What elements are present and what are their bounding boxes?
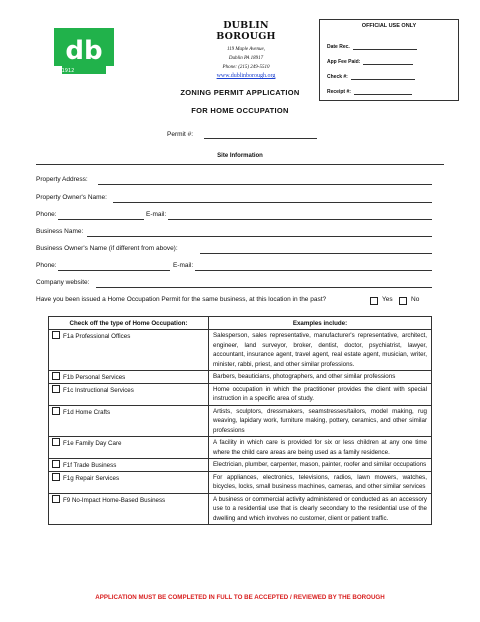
permit-label: Permit #: [167,131,194,138]
yes-label: Yes [382,296,393,303]
email2-label: E-mail: [173,262,194,269]
borough-phone: Phone: (215) 249-5510 [222,65,270,70]
borough-header [196,20,296,80]
occupation-examples: Home occupation in which the practitioner provides the client with special instruction in a specific area of study. [209,383,432,405]
official-label: Check #: [327,74,348,80]
occupation-checkbox[interactable] [52,385,60,393]
occupation-examples: For appliances, electronics, televisions, radios, lawn mowers, watches, bicycles, locks, small business machines, cameras, and other similar services [209,471,432,493]
table-header-row [49,317,432,330]
business-name-field[interactable] [87,236,432,237]
phone2-field[interactable] [58,270,170,271]
official-row-receipt [327,80,451,95]
table-row [49,405,432,437]
property-address-field[interactable] [98,184,432,185]
occupation-examples: A business or commercial activity administered or conducted as an accessory use to a residential use that is clearly secondary to the residential use of the dwelling and which involves no customer, client or patient traffic. [209,493,432,525]
table-row [49,471,432,493]
phone1-field[interactable] [58,219,144,220]
borough-logo [48,22,120,78]
official-use-title: OFFICIAL USE ONLY [361,23,417,29]
borough-name: DUBLIN BOROUGH [216,20,276,42]
company-website-field[interactable] [96,287,432,288]
business-name-label: Business Name: [36,228,84,235]
table-row [49,330,432,371]
official-date-field[interactable] [353,43,417,50]
property-address-label: Property Address: [36,176,88,183]
section-title: Site Information [217,153,263,159]
table-row [49,437,432,459]
occupation-examples: Barbers, beauticians, photographers, and other similar professions [209,371,432,384]
no-label: No [411,296,420,303]
borough-address-line2: Dublin PA 18917 [228,56,264,61]
occupation-type: F9 No-Impact Home-Based Business [63,496,166,504]
submission-notice: APPLICATION MUST BE COMPLETED IN FULL TO BE ACCEPTED / REVIEWED BY THE BOROUGH [95,594,385,601]
form-subtitle: FOR HOME OCCUPATION [191,106,289,115]
official-label: Receipt #: [327,89,351,95]
occupation-type: F1d Home Crafts [63,408,111,416]
prior-permit-question: Have you been issued a Home Occupation Permit for the same business, at this location in the past? [36,296,327,303]
business-owner-label: Business Owner's Name (if different from above): [36,245,178,252]
borough-address-line1: 119 Maple Avenue, [227,47,265,52]
no-checkbox[interactable] [399,297,407,305]
occupation-examples: Artists, sculptors, dressmakers, seamstresses/tailors, model making, rug weaving, lapidary work, furniture making, pottery, ceramics, and other similar professions [209,405,432,437]
table-header-type: Check off the type of Home Occupation: [49,317,209,330]
official-fee-field[interactable] [363,58,413,65]
official-row-fee [327,50,451,65]
form-title: ZONING PERMIT APPLICATION [180,88,300,97]
official-label: Date Rec. [327,44,350,50]
occupation-checkbox[interactable] [52,460,60,468]
table-header-examples: Examples include: [209,317,432,330]
occupation-examples: Salesperson, sales representative, manufacturer's representative, architect, engineer, land surveyor, broker, dentist, doctor, psychiatrist, lawyer, accountant, insurance agent, travel agent, real estate agent, musician, writer, minister, rabbi, priest, and other similar professions. [209,330,432,371]
property-owner-label: Property Owner's Name: [36,194,107,201]
occupation-checkbox[interactable] [52,407,60,415]
borough-website-link[interactable]: www.dublinborough.org [216,73,276,79]
occupation-type: F1f Trade Business [63,462,117,469]
official-receipt-field[interactable] [354,88,412,95]
occupation-type: F1b Personal Services [63,374,126,381]
table-row [49,459,432,472]
business-owner-field[interactable] [200,253,432,254]
official-row-date [327,35,451,50]
company-website-label: Company website: [36,279,90,286]
svg-text:db: db [65,36,103,66]
yes-checkbox[interactable] [370,297,378,305]
email1-field[interactable] [168,219,432,220]
occupation-checkbox[interactable] [52,495,60,503]
occupation-type: F1g Repair Services [63,474,120,482]
table-row [49,493,432,525]
section-divider [36,164,444,165]
email1-label: E-mail: [146,211,167,218]
official-use-box [319,19,459,101]
occupation-table [48,316,432,525]
occupation-checkbox[interactable] [52,473,60,481]
occupation-type: F1c Instructional Services [63,386,134,394]
phone2-label: Phone: [36,262,57,269]
occupation-checkbox[interactable] [52,331,60,339]
official-row-check [327,65,451,80]
property-owner-field[interactable] [113,202,432,203]
official-check-field[interactable] [351,73,415,80]
permit-number-field[interactable] [204,138,317,139]
occupation-type: F1e Family Day Care [63,440,122,447]
table-row [49,383,432,405]
occupation-examples: A facility in which care is provided for six or less children at any one time where the child care areas are being used as a family residence. [209,437,432,459]
table-row [49,371,432,384]
email2-field[interactable] [195,270,432,271]
occupation-examples: Electrician, plumber, carpenter, mason, painter, roofer and similar occupations [209,459,432,472]
logo-year: 1912 [61,68,75,74]
occupation-checkbox[interactable] [52,372,60,380]
occupation-checkbox[interactable] [52,438,60,446]
phone1-label: Phone: [36,211,57,218]
occupation-type: F1a Professional Offices [63,333,131,340]
official-label: App Fee Paid: [327,59,361,65]
